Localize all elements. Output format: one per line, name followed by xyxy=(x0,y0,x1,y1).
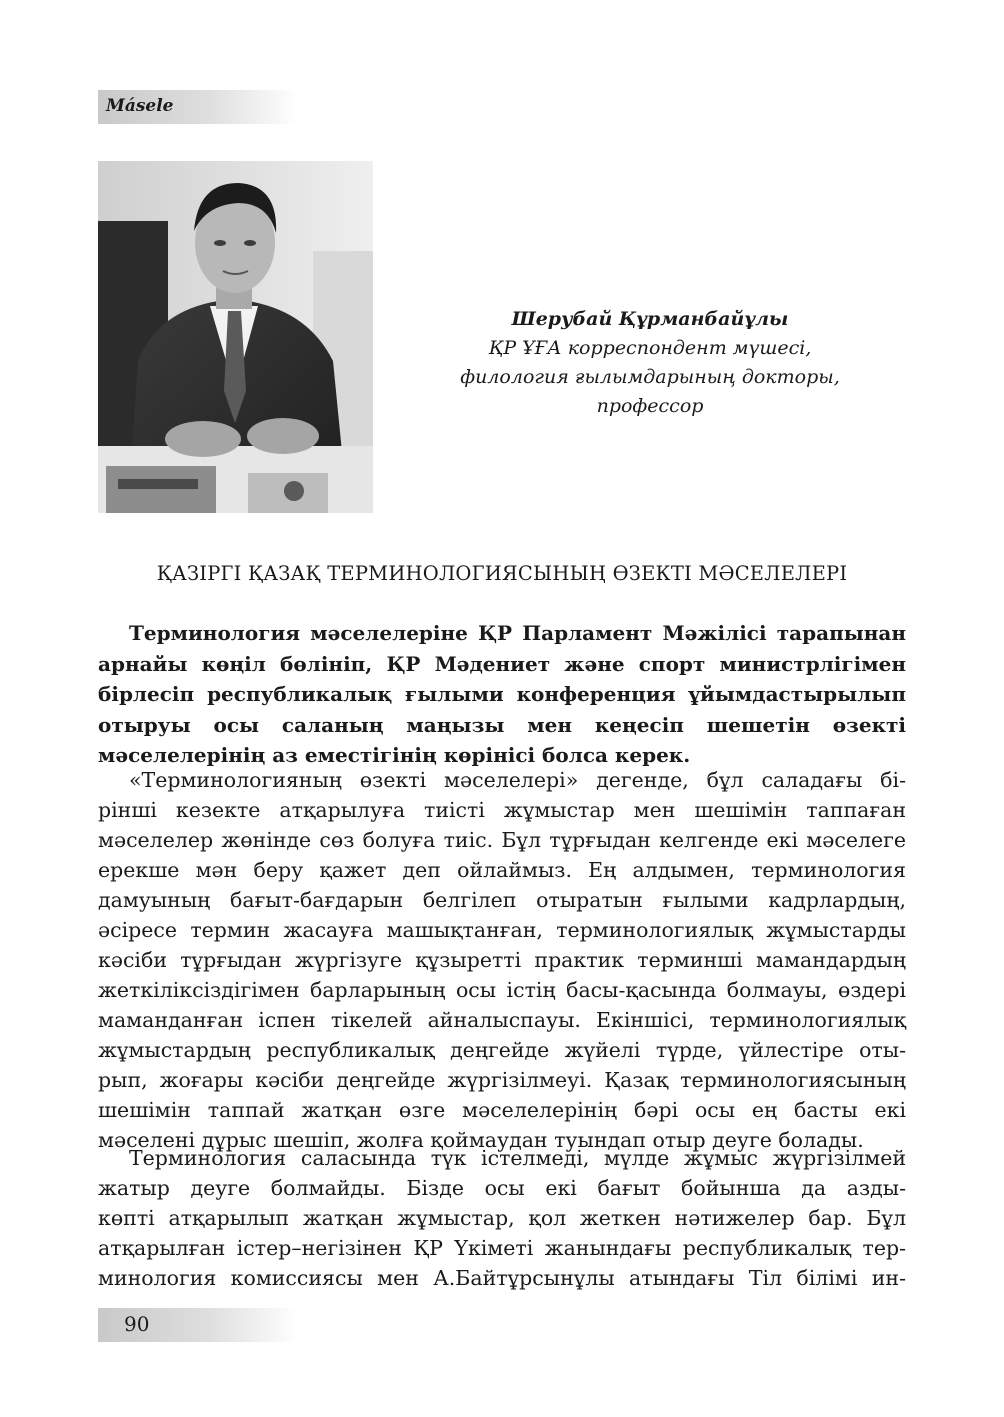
author-title-line: профессор xyxy=(596,395,704,417)
article-title: ҚАЗІРГІ ҚАЗАҚ ТЕРМИНОЛОГИЯСЫНЫҢ ӨЗЕКТІ МӘСЕЛЕЛЕРІ xyxy=(156,562,848,585)
author-portrait-image xyxy=(98,161,373,513)
body-line: «Терминологияның өзекті мәселелері» дегенде, бұл саладағы бі- xyxy=(129,768,906,792)
body-line: мәселелер жөнінде сөз болуға тиіс. Бұл тұрғыдан келгенде екі мәселеге xyxy=(98,828,906,852)
body-line: шешімін таппай жатқан өзге мәселелерінің бәрі осы ең басты екі xyxy=(98,1098,906,1122)
lead-line: мәселелерінің аз еместігінің көрінісі болса керек. xyxy=(98,743,691,767)
body-line: көпті атқарылып жатқан жұмыстар, қол жеткен нәтижелер бар. Бұл xyxy=(98,1206,906,1230)
body-paragraph-1 xyxy=(98,765,906,1155)
lead-paragraph xyxy=(98,618,906,771)
lead-line: отыруы осы саланың маңызы мен кеңесіп шешетін өзекті xyxy=(98,712,906,737)
page-number: 90 xyxy=(124,1312,150,1336)
author-name: Шерубай Құрманбайұлы xyxy=(511,308,789,330)
body-line: маманданған іспен тікелей айналыспауы. Екіншісі, терминологиялық xyxy=(98,1008,906,1032)
author-photo xyxy=(98,161,373,513)
author-info xyxy=(420,305,880,421)
body-line: Терминология саласында түк істелмеді, мүлде жұмыс жүргізілмей xyxy=(129,1146,906,1170)
body-line: әсіресе термин жасауға машықтанған, терминологиялық жұмыстарды xyxy=(98,918,906,942)
body-line: кәсіби тұрғыдан жүргізуге құзыретті практик терминші мамандардың xyxy=(98,948,906,972)
body-paragraph-2 xyxy=(98,1143,906,1293)
body-line: рінші кезекте атқарылуға тиісті жұмыстар мен шешімін таппаған xyxy=(98,798,906,822)
body-line: жатыр деуге болмайды. Бізде осы екі бағыт бойынша да азды- xyxy=(98,1176,906,1200)
lead-line: арнайы көңіл бөлініп, ҚР Мәдениет және спорт министрлігімен xyxy=(98,651,906,676)
body-line: атқарылған істер–негізінен ҚР Үкіметі жанындағы республикалық тер- xyxy=(98,1236,906,1260)
body-line: рып, жоғары кәсіби деңгейде жүргізілмеуі. Қазақ терминологиясының xyxy=(98,1068,906,1092)
body-line: жеткіліксіздігімен барларының осы істің басы-қасында болмауы, өздері xyxy=(98,978,906,1002)
body-line: минология комиссиясы мен А.Байтұрсынұлы атындағы Тіл білімі ин- xyxy=(98,1266,906,1290)
body-line: жұмыстардың республикалық деңгейде жүйелі түрде, үйлестіре оты- xyxy=(98,1038,906,1062)
body-line: ерекше мән беру қажет деп ойлаймыз. Ең алдымен, терминология xyxy=(98,858,906,882)
lead-line: Терминология мәселелеріне ҚР Парламент Мәжілісі тарапынан xyxy=(129,621,906,645)
section-label: Másele xyxy=(106,96,174,116)
body-line: мәселені дұрыс шешіп, жолға қоймаудан туындап отыр деуге болады. xyxy=(98,1128,864,1152)
author-title-line: ҚР ҰҒА корреспондент мүшесі, xyxy=(488,337,812,359)
body-line: дамуының бағыт-бағдарын белгілеп отыратын ғылыми кадрлардың, xyxy=(98,888,906,912)
author-title-line: филология ғылымдарының докторы, xyxy=(460,366,840,388)
lead-line: бірлесіп республикалық ғылыми конференция ұйымдастырылып xyxy=(98,682,906,706)
